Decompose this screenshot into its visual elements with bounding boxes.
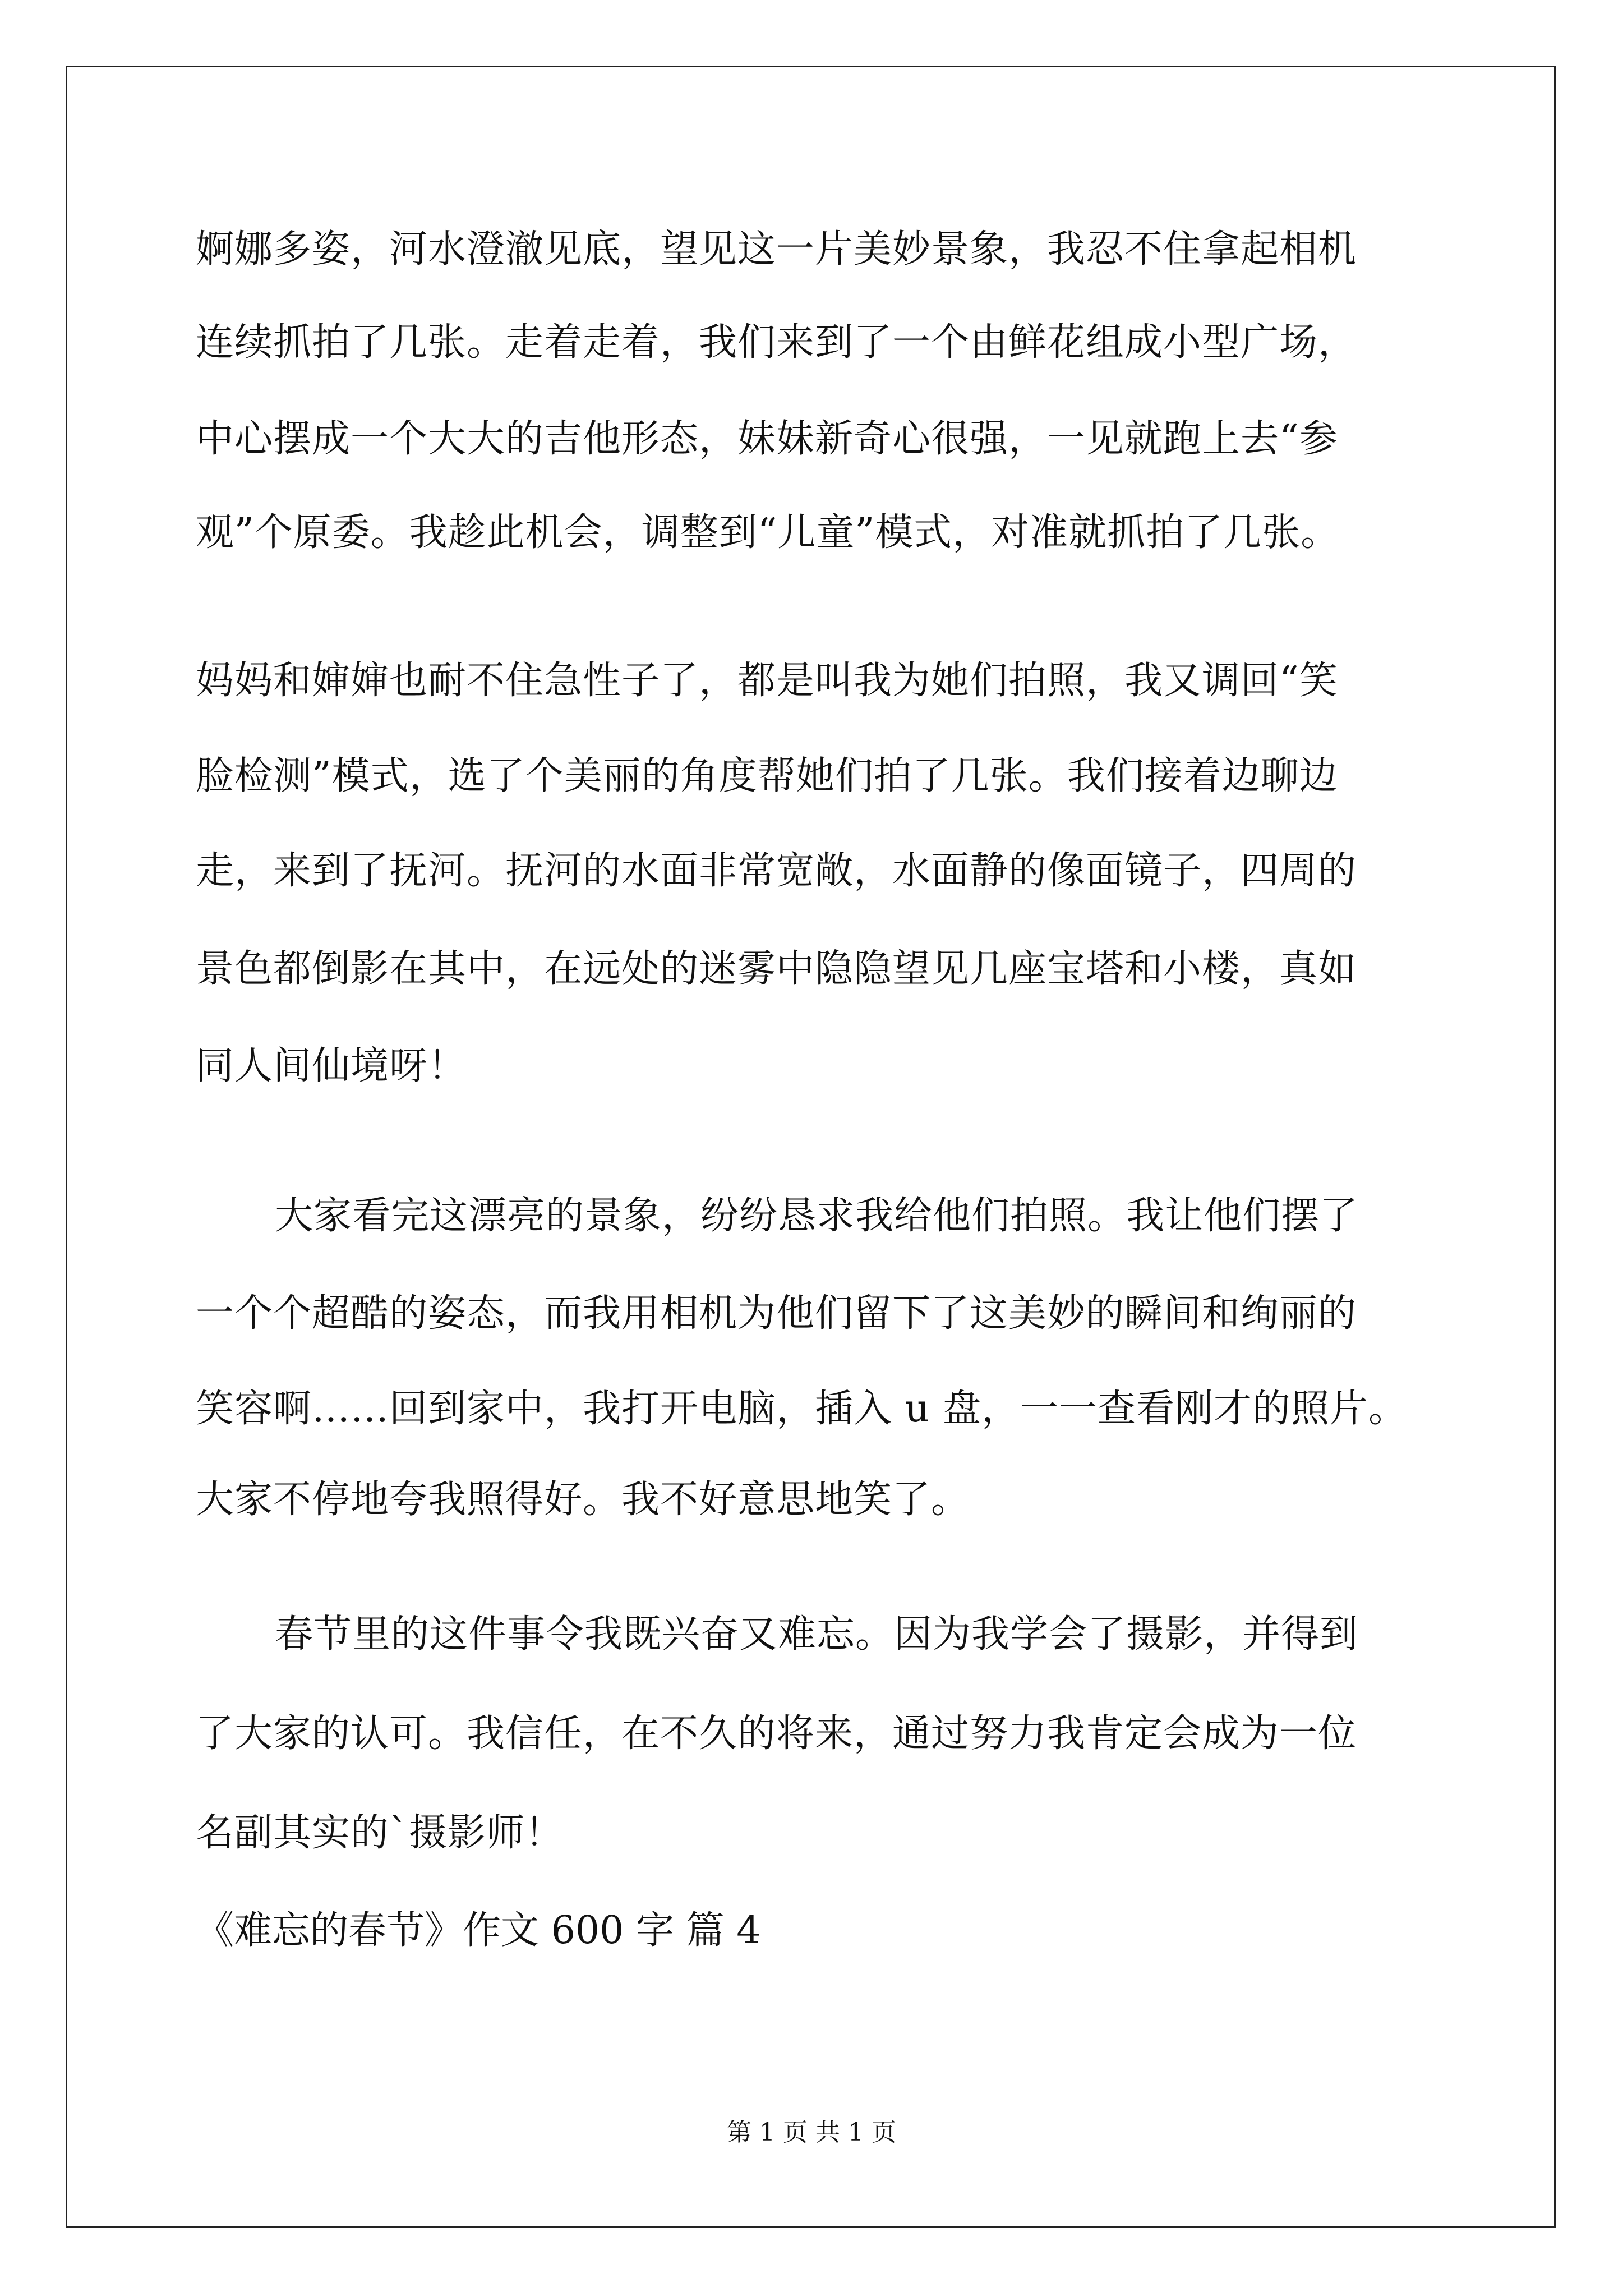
text-line: 一个个超酷的姿态，而我用相机为他们留下了这美妙的瞬间和绚丽的 (196, 1291, 1357, 1336)
text-line: 脸检测”模式，选了个美丽的角度帮她们拍了几张。我们接着边聊边 (196, 754, 1338, 798)
article-heading: 《难忘的春节》作文 600 字 篇 4 (196, 1908, 761, 1953)
text-line: 观”个原委。我趁此机会，调整到“儿童”模式，对准就抓拍了几张。 (196, 510, 1340, 555)
text-line: 大家不停地夸我照得好。我不好意思地笑了。 (196, 1478, 970, 1522)
text-line: 中心摆成一个大大的吉他形态，妹妹新奇心很强，一见就跑上去“参 (196, 417, 1338, 461)
text-line: 景色都倒影在其中，在远处的迷雾中隐隐望见几座宝塔和小楼，真如 (196, 947, 1357, 991)
text-line: 大家看完这漂亮的景象，纷纷恳求我给他们拍照。我让他们摆了 (275, 1194, 1359, 1238)
page-number-footer: 第 1 页 共 1 页 (727, 2118, 896, 2147)
text-line: 婀娜多姿，河水澄澈见底，望见这一片美妙景象，我忍不住拿起相机 (196, 227, 1357, 272)
text-line: 同人间仙境呀！ (196, 1044, 467, 1088)
text-line: 春节里的这件事令我既兴奋又难忘。因为我学会了摄影，并得到 (275, 1612, 1359, 1657)
text-line: 妈妈和婶婶也耐不住急性子了，都是叫我为她们拍照，我又调回“笑 (196, 659, 1338, 703)
text-line: 连续抓拍了几张。走着走着，我们来到了一个由鲜花组成小型广场， (196, 320, 1357, 365)
text-line: 名副其实的`摄影师！ (196, 1811, 564, 1855)
text-line: 了大家的认可。我信任，在不久的将来，通过努力我肯定会成为一位 (196, 1711, 1357, 1756)
text-line: 走，来到了抚河。抚河的水面非常宽敞，水面静的像面镜子，四周的 (196, 849, 1357, 893)
text-line: 笑容啊……回到家中，我打开电脑，插入 u 盘，一一查看刚才的照片。 (196, 1387, 1408, 1431)
